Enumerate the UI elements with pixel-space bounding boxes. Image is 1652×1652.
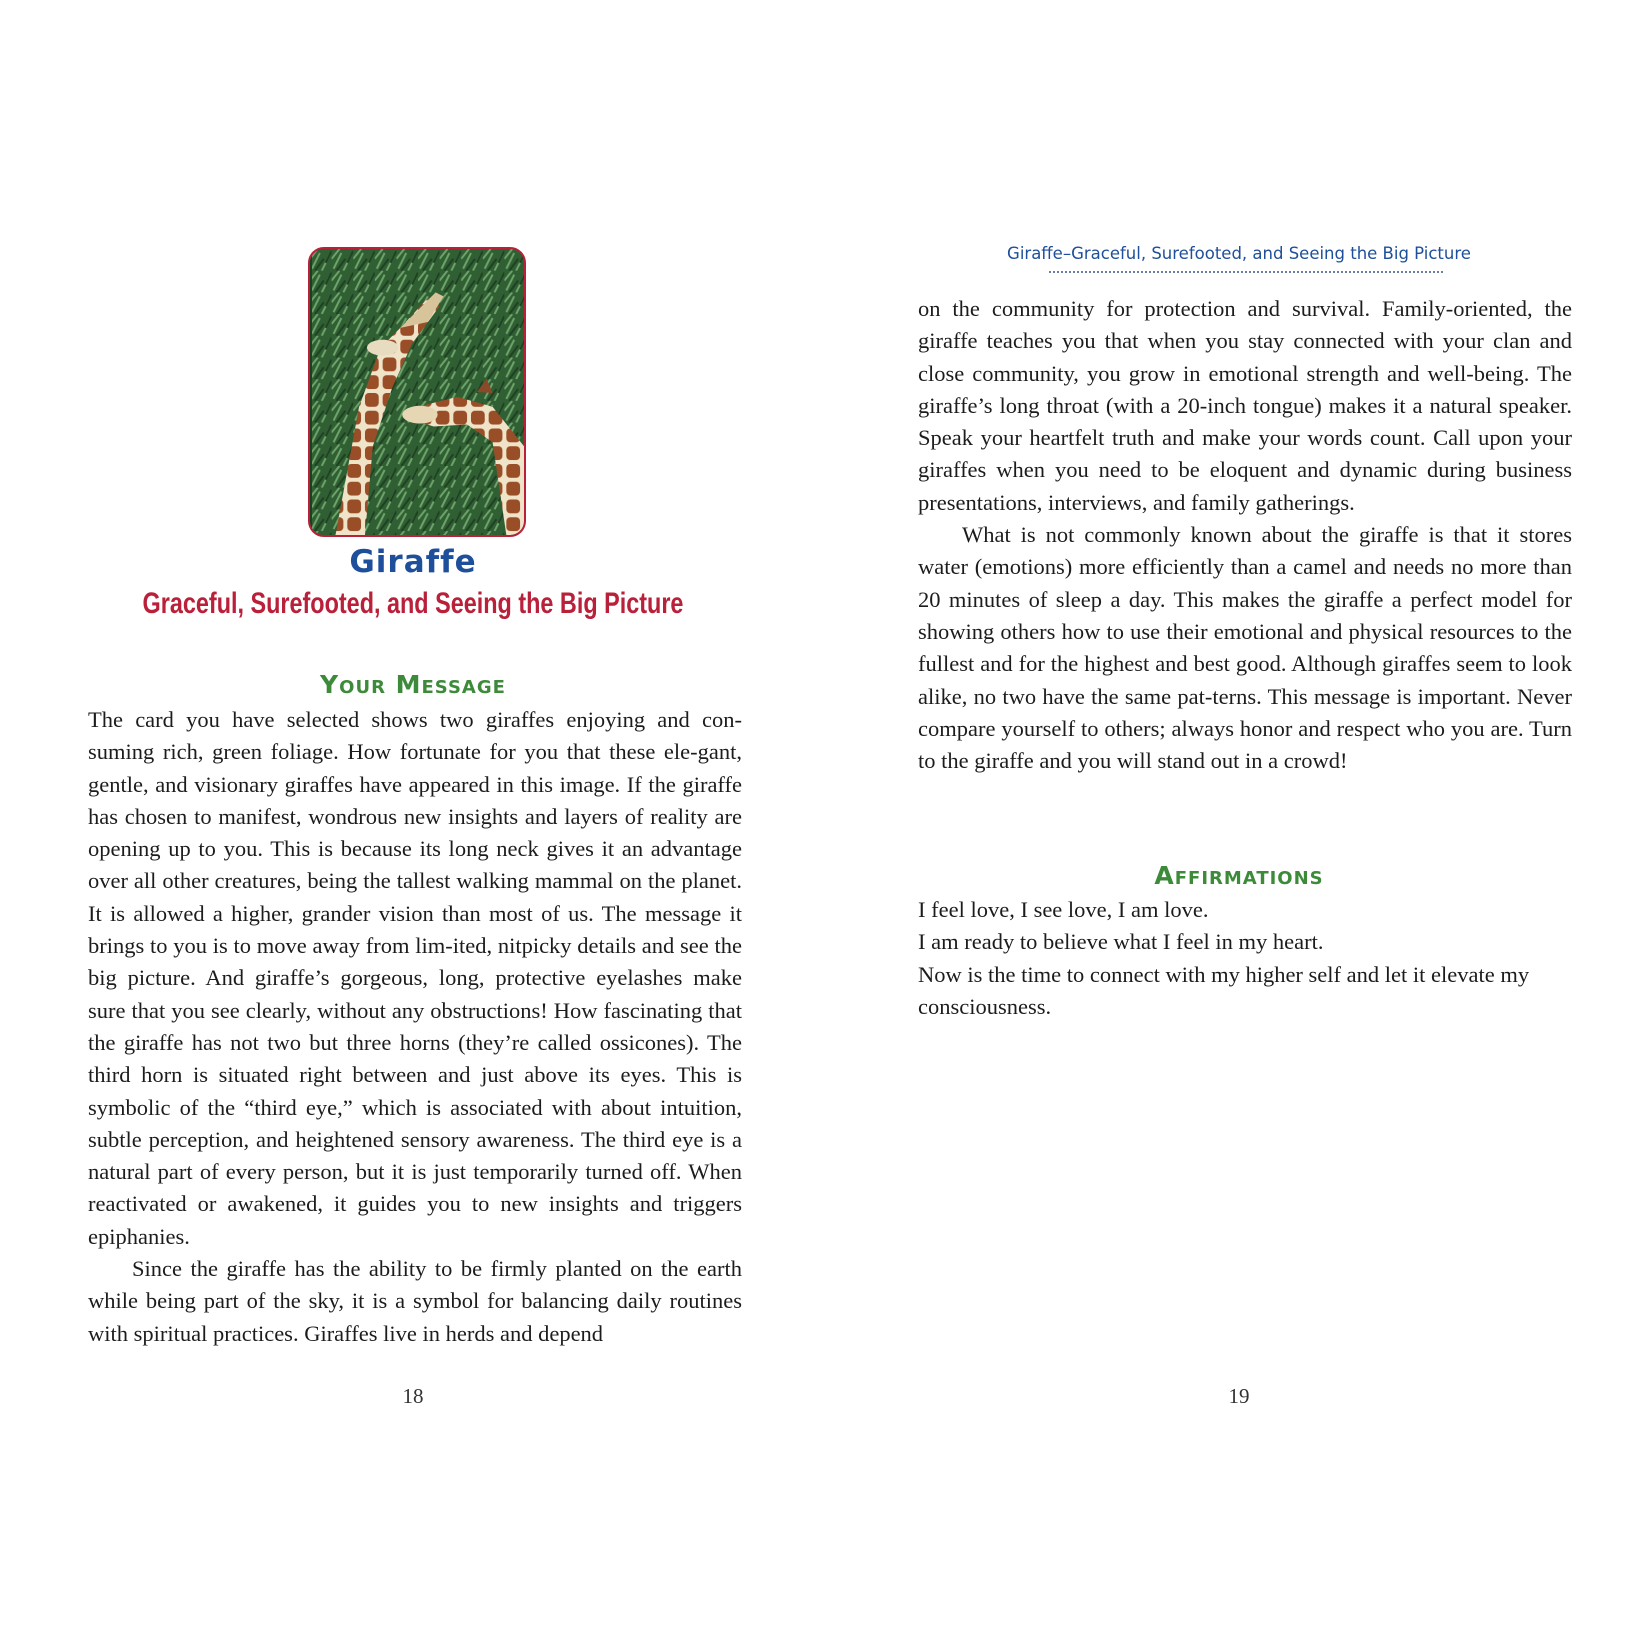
- affirmations-heading: Affirmations: [1154, 861, 1324, 890]
- left-body-text: [88, 704, 742, 1350]
- body-paragraph: The card you have selected shows two giraffes enjoying and con-suming rich, green foliage. How fortunate for you that these ele-gant, gentle, and visionary giraffes have appeared in this image. If the giraffe has chosen to manifest, wondrous new insights and layers of reality are opening up to you. This is because its long neck gives it an advantage over all other creatures, being the tallest walking mammal on the planet. It is allowed a higher, grander vision than most of us. The message it brings to you is to move away from lim-ited, nitpicky details and see the big picture. And giraffe’s gorgeous, long, protective eyelashes make sure that you see clearly, without any obstructions! How fascinating that the giraffe has not two but three horns (they’re called ossicones). The third horn is situated right between and just above its eyes. This is symbolic of the “third eye,” which is associated with about intuition, subtle perception, and heightened sensory awareness. The third eye is a natural part of every person, but it is just temporarily turned off. When reactivated or awakened, it guides you to new insights and triggers epiphanies.: [88, 707, 742, 1249]
- right-page: [826, 0, 1652, 1652]
- affirmation-item: I am ready to believe what I feel in my heart.: [918, 929, 1324, 955]
- body-paragraph: What is not commonly known about the giraffe is that it stores water (emotions) more efficiently than a camel and needs no more than 20 minutes of sleep a day. This makes the giraffe a perfect model for showing others how to use their emotional and physical resources to the fullest and for the highest and best good. Although giraffes seem to look alike, no two have the same pat-terns. This message is important. Never compare yourself to others; always honor and respect who you are. Turn to the giraffe and you will stand out in a crowd!: [918, 522, 1572, 774]
- affirmation-item: I feel love, I see love, I am love.: [918, 897, 1209, 922]
- card-subtitle: Graceful, Surefooted, and Seeing the Big Picture: [142, 587, 684, 620]
- running-head: Giraffe–Graceful, Surefooted, and Seeing the Big Picture: [1007, 244, 1471, 263]
- your-message-heading: Your Message: [320, 670, 506, 699]
- page-number: 19: [1228, 1384, 1250, 1408]
- affirmations-list: [918, 894, 1572, 1023]
- card-title: Giraffe: [349, 544, 477, 580]
- body-paragraph: on the community for protection and survival. Family-oriented, the giraffe teaches you that when you stay connected with your clan and close community, you grow in emotional strength and well-being. The giraffe’s long throat (with a 20-inch tongue) makes it a natural speaker. Speak your heartfelt truth and make your words count. Call upon your giraffes when you need to be eloquent and dynamic during business presentations, interviews, and family gatherings.: [918, 296, 1572, 515]
- giraffe-card-image: [308, 247, 526, 537]
- giraffe-card-illustration: [310, 249, 524, 535]
- running-head-divider: [1049, 271, 1443, 273]
- page-number: 18: [402, 1384, 424, 1408]
- body-paragraph: Since the giraffe has the ability to be firmly planted on the earth while being part of the sky, it is a symbol for balancing daily routines with spiritual practices. Giraffes live in herds and depend: [88, 1256, 742, 1346]
- right-body-text: [918, 293, 1572, 777]
- affirmation-item: Now is the time to connect with my higher self and let it elevate my consciousness.: [918, 961, 1530, 1019]
